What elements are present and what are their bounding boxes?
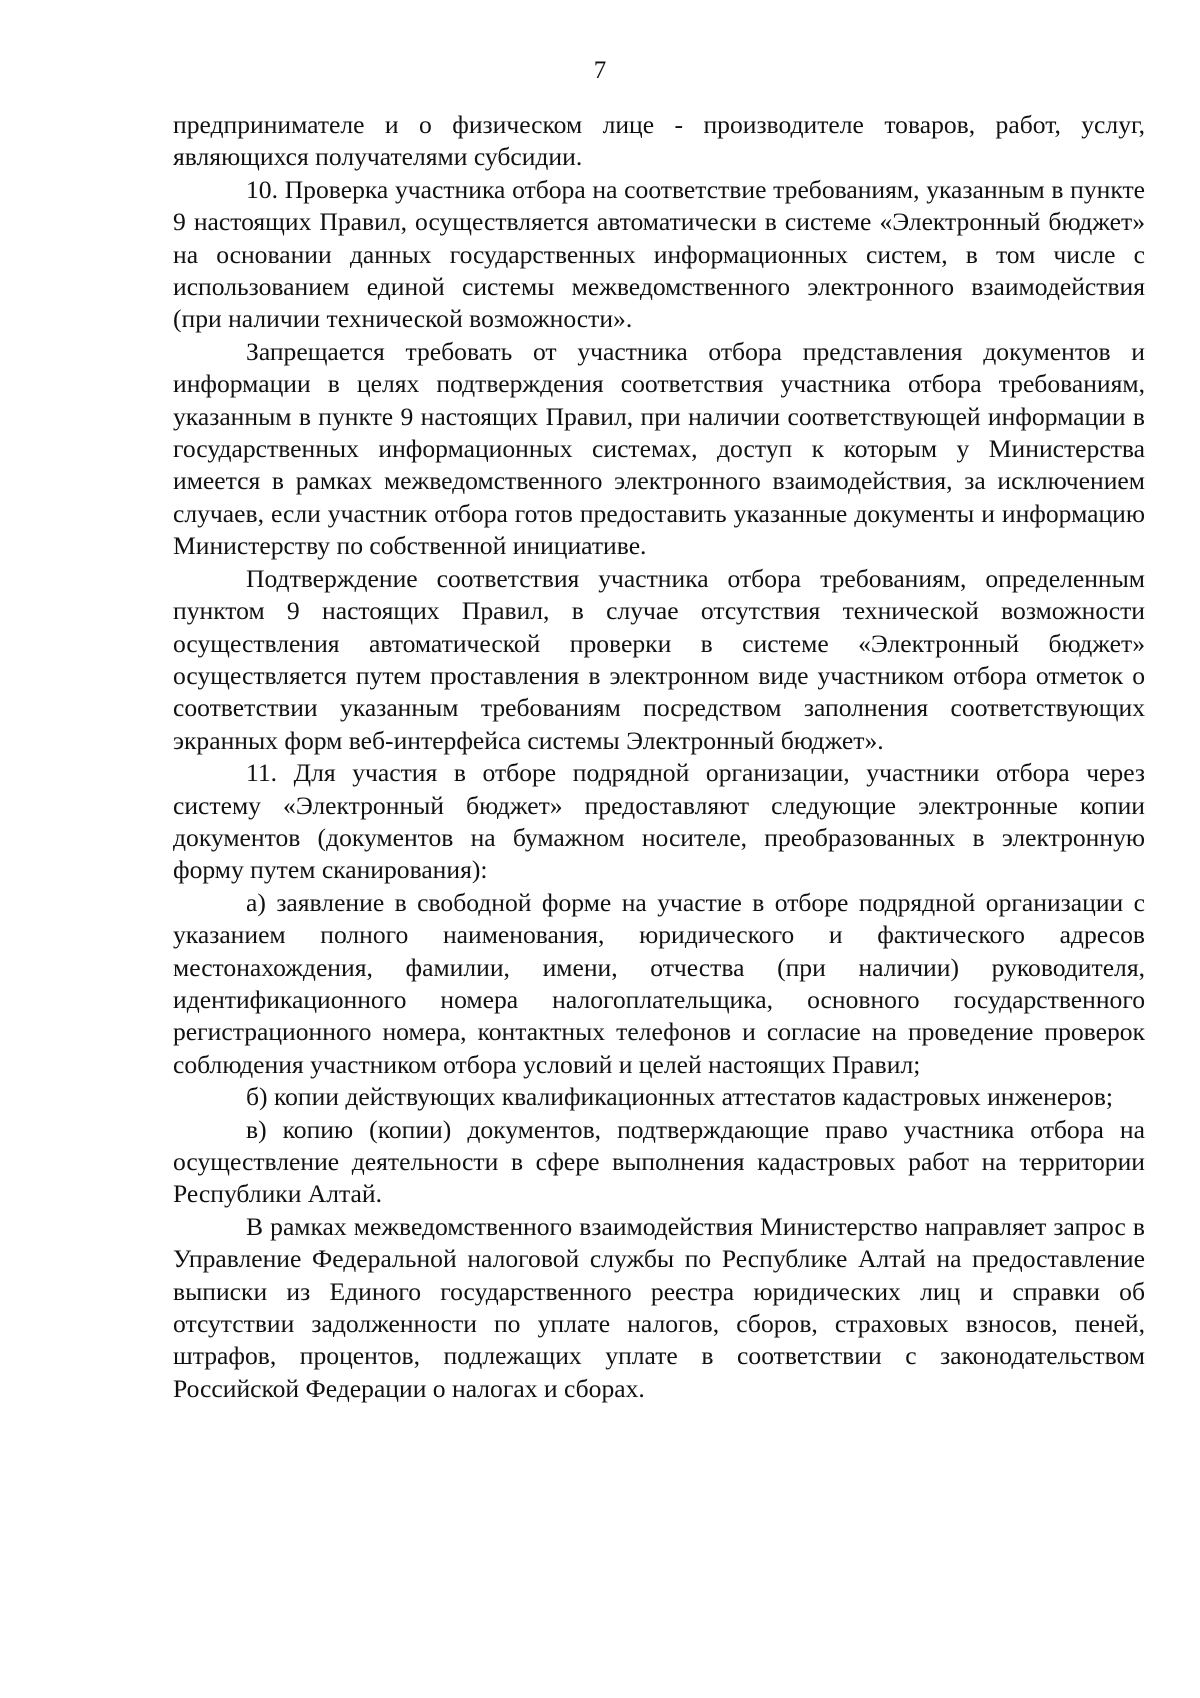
paragraph-subitem-a: а) заявление в свободной форме на участие в отборе подрядной организации с указанием полного наименования, юридического и фактического адресов местонахождения, фамилии, имени, отчества (при наличии) руководителя, идентификационного номера налогоплательщика, основного государственного регистрационного номера, контактных телефонов и согласие на проведение проверок соблюдения участником отбора условий и целей настоящих Правил; (173, 887, 1145, 1079)
paragraph-confirmation: Подтверждение соответствия участника отбора требованиям, определенным пунктом 9 настоящих Правил, в случае отсутствия технической возможности осуществления автоматической проверки в системе «Электронный бюджет» осуществляется путем проставления в электронном виде участником отбора отметок о соответствии указанным требованиям посредством заполнения соответствующих экранных форм веб-интерфейса системы Электронный бюджет». (173, 563, 1145, 755)
paragraph-subitem-b: б) копии действующих квалификационных аттестатов кадастровых инженеров; (246, 1082, 1114, 1112)
paragraph-item-10: 10. Проверка участника отбора на соответствие требованиям, указанным в пункте 9 настоящих Правил, осуществляется автоматически в системе «Электронный бюджет» на основании данных государственных информационных систем, в том числе с использованием единой системы межведомственного электронного взаимодействия (при наличии технической возможности». (173, 174, 1145, 334)
paragraph-continuation: предпринимателе и о физическом лице - производителе товаров, работ, услуг, являющихся получателями субсидии. (173, 110, 1145, 172)
paragraph-item-11: 11. Для участия в отборе подрядной организации, участники отбора через систему «Электронный бюджет» предоставляют следующие электронные копии документов (документов на бумажном носителе, преобразованных в электронную форму путем сканирования): (173, 758, 1145, 885)
document-body (173, 109, 1145, 1405)
paragraph-interagency-request: В рамках межведомственного взаимодействия Министерство направляет запрос в Управление Федеральной налоговой службы по Республике Алтай на предоставление выписки из Единого государственного реестра юридических лиц и справки об отсутствии задолженности по уплате налогов, сборов, страховых взносов, пеней, штрафов, процентов, подлежащих уплате в соответствии с законодательством Российской Федерации о налогах и сборах. (173, 1211, 1145, 1403)
paragraph-prohibition: Запрещается требовать от участника отбора представления документов и информации в целях подтверждения соответствия участника отбора требованиям, указанным в пункте 9 настоящих Правил, при наличии соответствующей информации в государственных информационных системах, доступ к которым у Министерства имеется в рамках межведомственного электронного взаимодействия, за исключением случаев, если участник отбора готов предоставить указанные документы и информацию Министерству по собственной инициативе. (173, 336, 1145, 561)
paragraph-subitem-v: в) копию (копии) документов, подтверждающие право участника отбора на осуществление деятельности в сфере выполнения кадастровых работ на территории Республики Алтай. (173, 1114, 1145, 1209)
page-number: 7 (593, 57, 607, 84)
